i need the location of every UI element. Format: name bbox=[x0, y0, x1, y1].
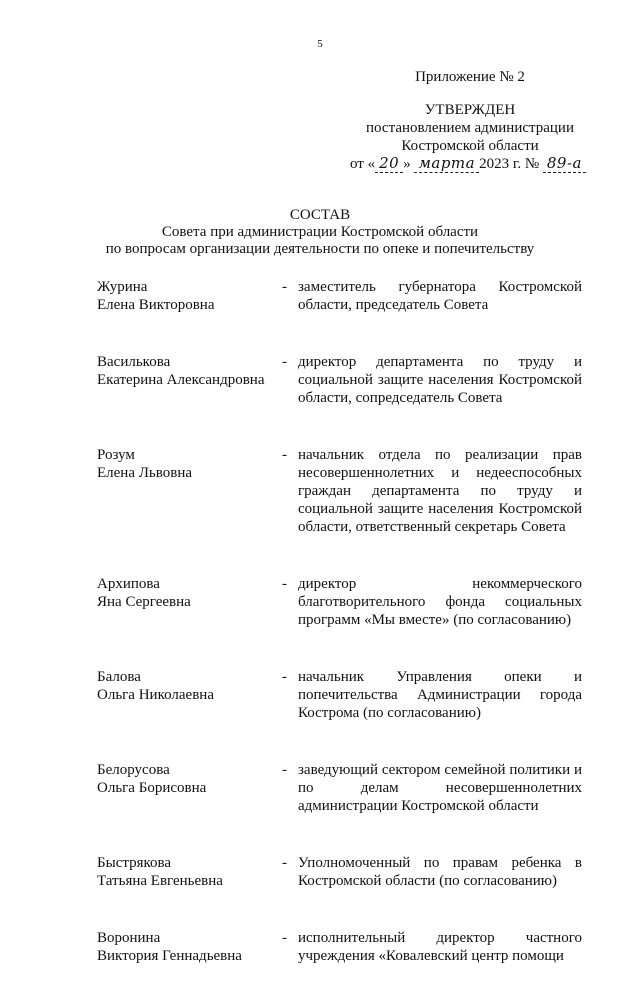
member-given-names: Яна Сергеевна bbox=[97, 594, 191, 610]
member-dash: - bbox=[282, 279, 287, 295]
member-dash: - bbox=[282, 447, 287, 463]
member-dash: - bbox=[282, 930, 287, 946]
members-list bbox=[97, 278, 582, 1004]
member-entry bbox=[97, 761, 582, 815]
member-dash: - bbox=[282, 762, 287, 778]
member-role: заместитель губернатора Костромской области, председатель Совета bbox=[298, 279, 582, 313]
member-role: Уполномоченный по правам ребенка в Костромской области (по согласованию) bbox=[298, 855, 582, 889]
member-surname: Журина bbox=[97, 279, 148, 295]
date-mid: » bbox=[403, 156, 415, 172]
member-entry bbox=[97, 278, 582, 314]
member-given-names: Виктория Геннадьевна bbox=[97, 948, 242, 964]
doc-number-handwritten: 89-а bbox=[543, 154, 586, 173]
member-name bbox=[97, 854, 282, 890]
member-role: заведующий сектором семейной политики и по делам несовершеннолетних администрации Костромской области bbox=[298, 762, 582, 814]
member-surname: Розум bbox=[97, 447, 135, 463]
member-surname: Воронина bbox=[97, 930, 161, 946]
member-given-names: Татьяна Евгеньевна bbox=[97, 873, 223, 889]
member-entry bbox=[97, 929, 582, 965]
member-entry bbox=[97, 668, 582, 722]
member-entry bbox=[97, 854, 582, 890]
date-day-handwritten: 20 bbox=[375, 154, 403, 173]
member-role: исполнительный директор частного учреждения «Ковалевский центр помощи bbox=[298, 930, 582, 964]
member-name bbox=[97, 353, 282, 407]
member-surname: Архипова bbox=[97, 576, 160, 592]
member-given-names: Елена Викторовна bbox=[97, 297, 215, 313]
member-surname: Быстрякова bbox=[97, 855, 172, 871]
member-given-names: Ольга Борисовна bbox=[97, 780, 207, 796]
appendix-label: Приложение № 2 bbox=[415, 69, 525, 85]
member-entry bbox=[97, 446, 582, 536]
member-role: директор некоммерческого благотворительного фонда социальных программ «Мы вместе» (по согласованию) bbox=[298, 576, 582, 628]
member-name bbox=[97, 929, 282, 965]
page-number: 5 bbox=[317, 38, 323, 50]
member-role: начальник отдела по реализации прав несовершеннолетних и недееспособных граждан департамента по труду и социальной защите населения Костромской области, ответственный секретарь Совета bbox=[298, 447, 582, 535]
date-year: 2023 г. № bbox=[479, 156, 540, 172]
member-surname: Балова bbox=[97, 669, 141, 685]
region-line: Костромской области bbox=[401, 138, 539, 154]
member-surname: Белорусова bbox=[97, 762, 170, 778]
title-heading: СОСТАВ bbox=[289, 207, 351, 223]
member-name bbox=[97, 668, 282, 722]
title-line-2: по вопросам организации деятельности по опеке и попечительству bbox=[105, 241, 535, 257]
member-entry bbox=[97, 575, 582, 629]
document-title bbox=[0, 207, 640, 258]
member-given-names: Елена Львовна bbox=[97, 465, 193, 481]
member-name bbox=[97, 278, 282, 314]
date-line bbox=[350, 154, 610, 173]
member-given-names: Екатерина Александровна bbox=[97, 372, 265, 388]
resolution-line: постановлением администрации bbox=[366, 120, 574, 136]
member-dash: - bbox=[282, 576, 287, 592]
member-name bbox=[97, 575, 282, 629]
approved-heading: УТВЕРЖДЕН bbox=[424, 102, 516, 118]
member-role: начальник Управления опеки и попечительства Администрации города Кострома (по согласованию) bbox=[298, 669, 582, 721]
member-name bbox=[97, 446, 282, 536]
member-dash: - bbox=[282, 855, 287, 871]
date-prefix: от « bbox=[350, 156, 376, 172]
member-role: директор департамента по труду и социальной защите населения Костромской области, сопредседатель Совета bbox=[298, 354, 582, 406]
member-dash: - bbox=[282, 354, 287, 370]
date-month-handwritten: марта bbox=[414, 154, 479, 173]
member-surname: Василькова bbox=[97, 354, 171, 370]
member-dash: - bbox=[282, 669, 287, 685]
member-given-names: Ольга Николаевна bbox=[97, 687, 214, 703]
member-entry bbox=[97, 353, 582, 407]
member-name bbox=[97, 761, 282, 815]
title-line-1: Совета при администрации Костромской области bbox=[161, 224, 479, 240]
